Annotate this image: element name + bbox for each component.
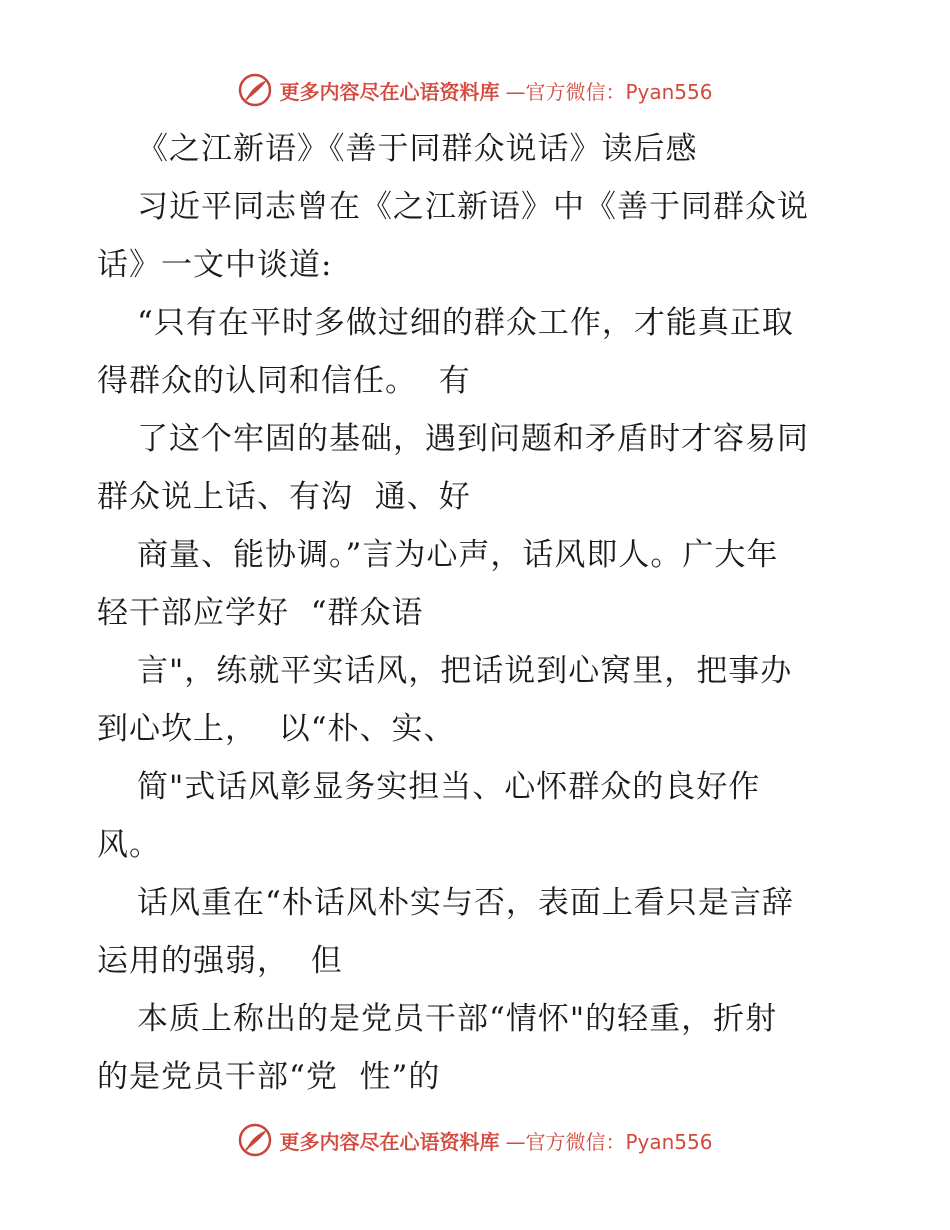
header-banner [0,70,950,110]
text-line: 本质上称出的是党员干部“情怀"的轻重，折射 [137,1001,778,1037]
text-line: 得群众的认同和信任。 有 [97,363,471,399]
footer-banner [0,1120,950,1160]
header-banner-inner [237,72,712,108]
quill-logo-icon [237,1122,273,1158]
quill-logo-icon [237,72,273,108]
text-line: 言"，练就平实话风，把话说到心窝里，把事办 [137,653,793,689]
text-line: 轻干部应学好 “群众语 [97,595,424,631]
header-banner-sub-text: —官方微信：Pyan556 [505,79,713,104]
text-line: 话》一文中谈道: [97,247,333,283]
text-line: 到心坎上， 以“朴、实、 [97,711,456,747]
header-banner-main-text: 更多内容尽在心语资料库 [279,79,500,104]
text-line: 了这个牢固的基础，遇到问题和矛盾时才容易同 [137,421,809,457]
text-line: 话风重在“朴话风朴实与否，表面上看只是言辞 [137,885,794,921]
footer-banner-sub-text: —官方微信：Pyan556 [505,1129,713,1154]
footer-banner-main-text: 更多内容尽在心语资料库 [279,1129,500,1154]
footer-banner-inner [237,1122,712,1158]
document-title: 《之江新语》《善于同群众说话》读后感 [137,131,698,167]
text-line: 的是党员干部“党 性”的 [97,1059,441,1095]
text-line: 简"式话风彰显务实担当、心怀群众的良好作 [137,769,761,805]
text-line: 风。 [97,827,161,863]
text-line: 群众说上话、有沟 通、好 [97,479,471,515]
document-body [97,120,877,1106]
text-line: 商量、能协调。”言为心声，话风即人。广大年 [137,537,779,573]
text-line: 习近平同志曾在《之江新语》中《善于同群众说 [137,189,809,225]
text-line: “只有在平时多做过细的群众工作，才能真正取 [137,305,794,341]
text-line: 运用的强弱， 但 [97,943,343,979]
